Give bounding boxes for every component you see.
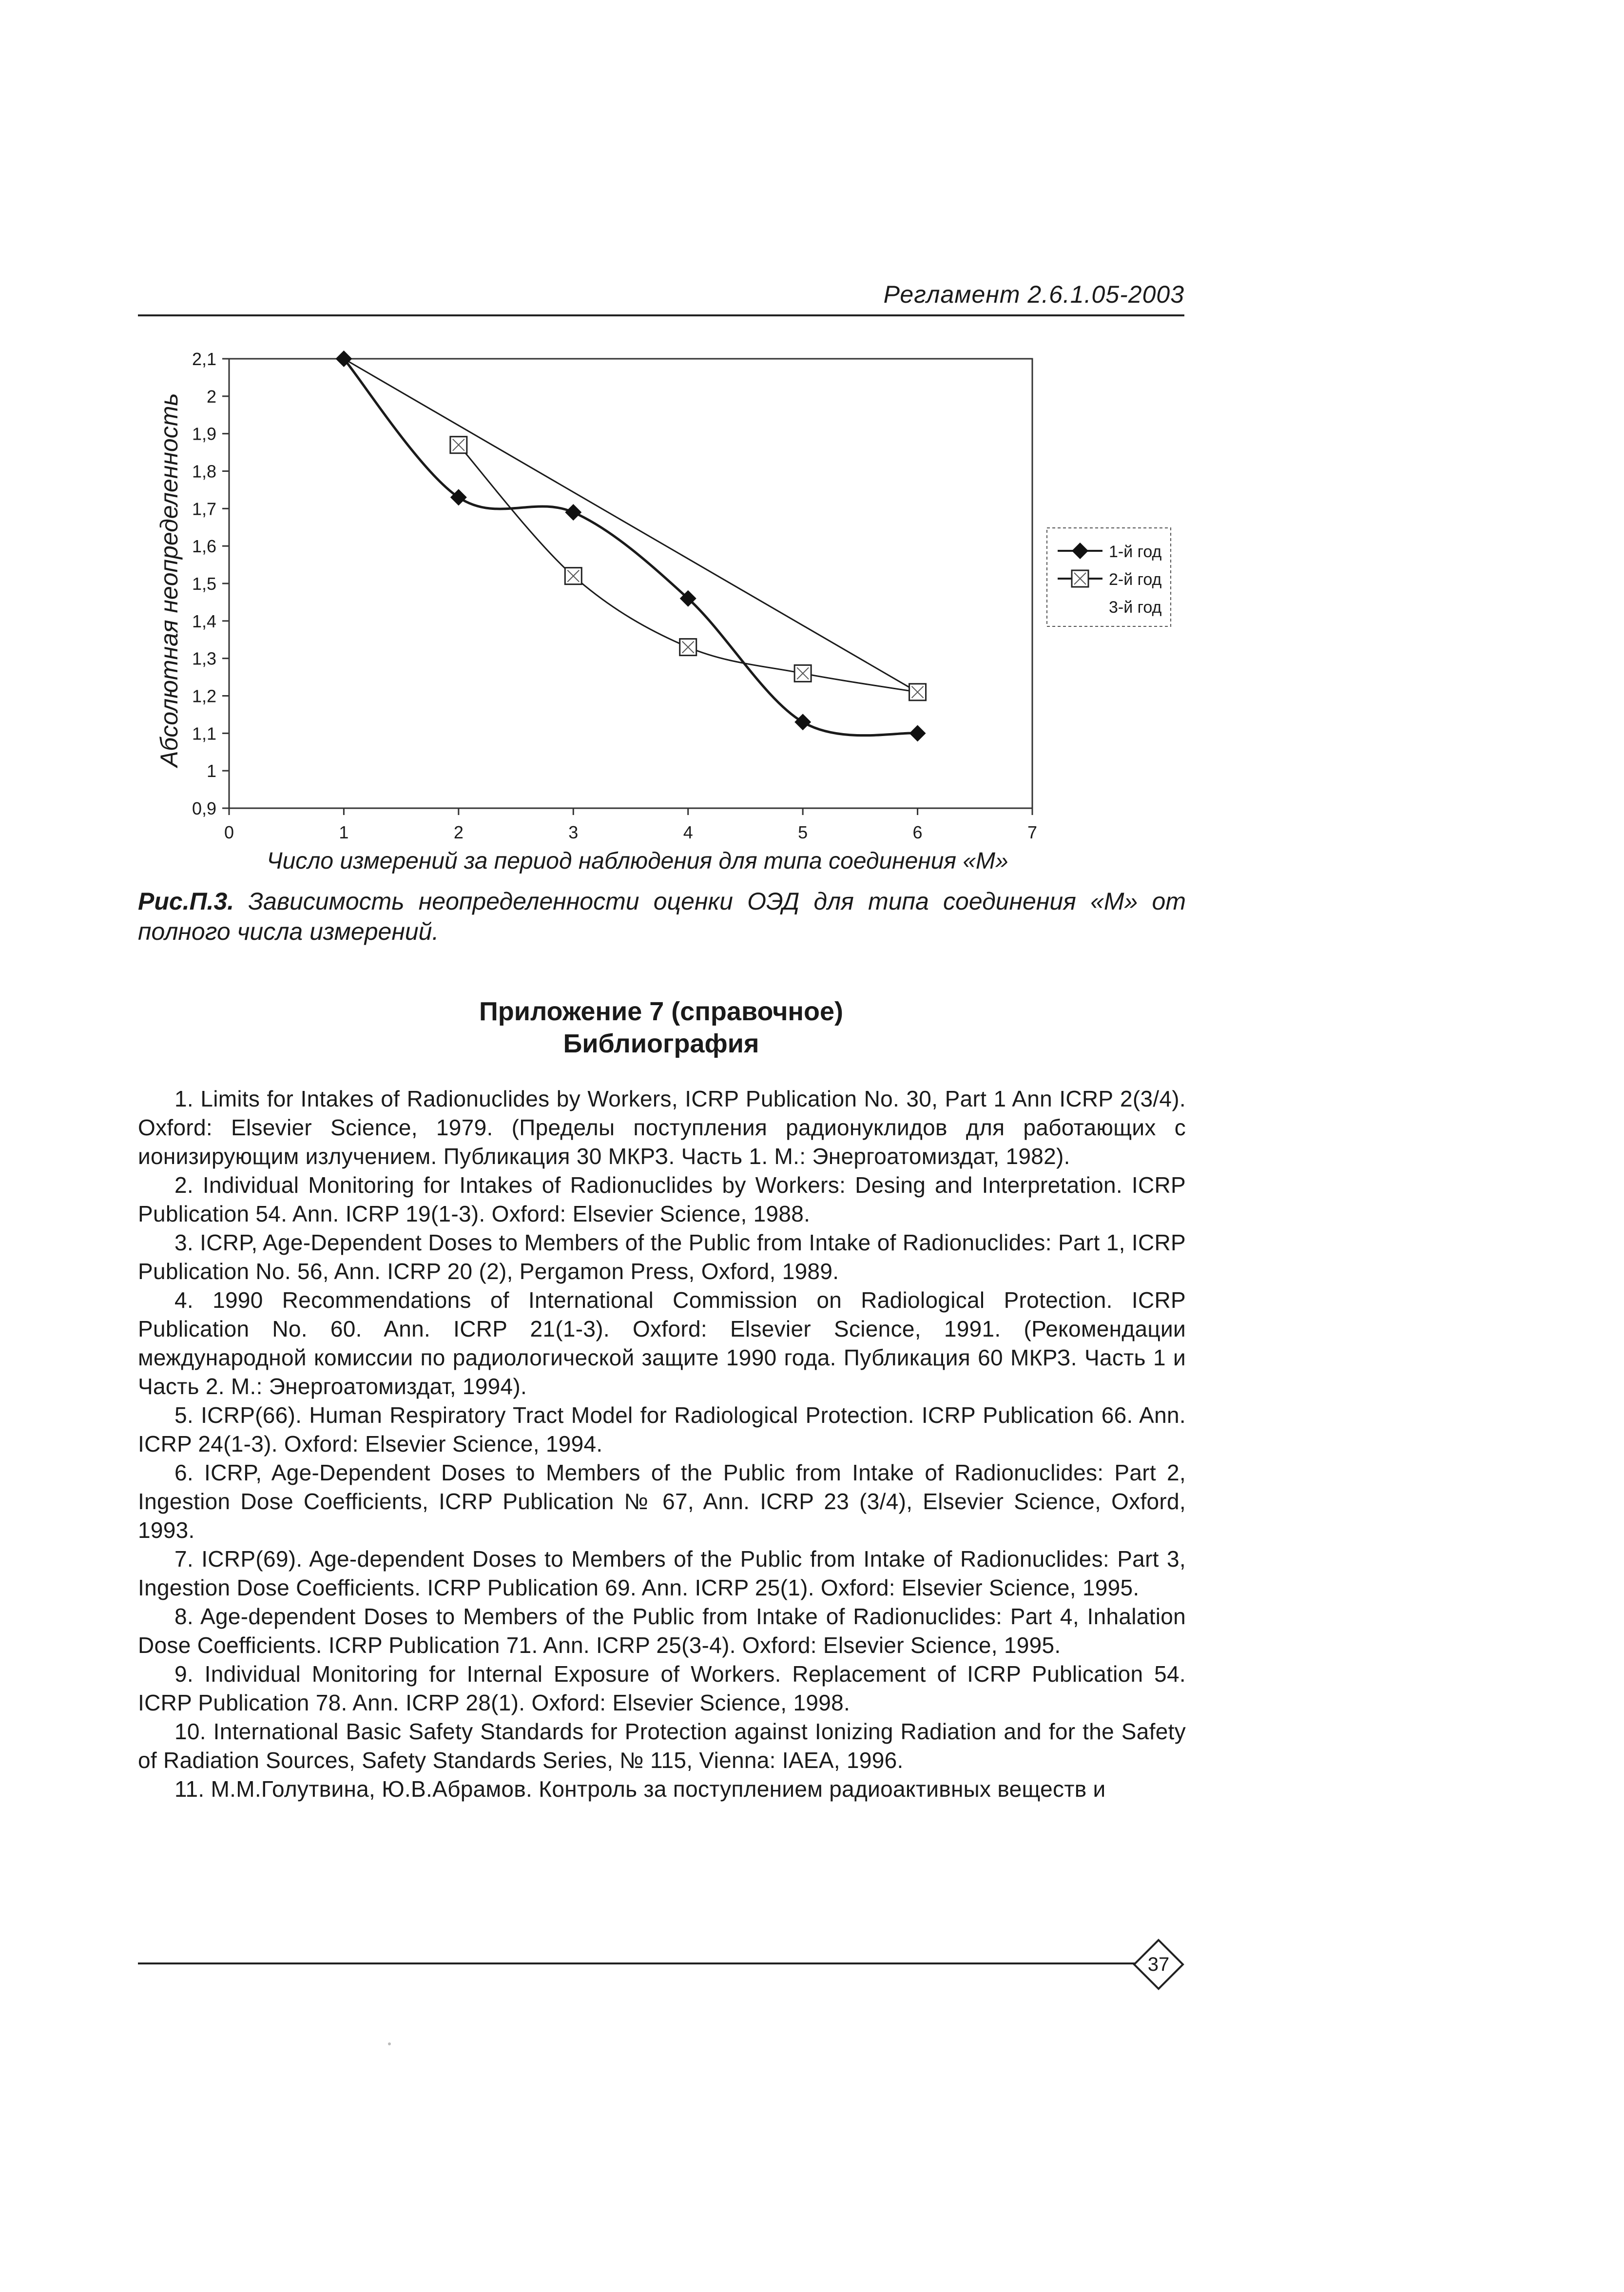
y-axis-label: Абсолютная неопределенность (155, 393, 183, 767)
y-tick-label: 1,7 (192, 499, 216, 519)
y-tick-label: 1,8 (192, 461, 216, 482)
y-tick-label: 1,1 (192, 723, 216, 744)
x-tick-label: 7 (1027, 822, 1038, 842)
bibliography-entry: 3. ICRP, Age-Dependent Doses to Members of the Public from Intake of Radionuclides: Part 1, ICRP Publication No. 56, Ann. ICRP 20 (2), Pergamon Press, Oxford, 1989. (138, 1230, 1186, 1284)
bibliography-list (138, 1085, 1186, 1804)
x-tick-label: 4 (683, 822, 693, 842)
series-2-point (565, 568, 581, 584)
figure-caption (138, 886, 1186, 947)
legend-label-1: 1-й год (1109, 543, 1162, 561)
bibliography-entry: 5. ICRP(66). Human Respiratory Tract Model for Radiological Protection. ICRP Publication 66. Ann. ICRP 24(1-3). Oxford: Elsevier Science, 1994. (138, 1402, 1186, 1457)
bibliography-entry: 1. Limits for Intakes of Radionuclides by Workers, ICRP Publication No. 30, Part 1 Ann ICRP 2(3/4). Oxford: Elsevier Science, 1979. (Пределы поступления радионуклидов для работающих с ионизирующим излучением. Публикация 30 МКРЗ. Часть 1. М.: Энергоатомиздат, 1982). (138, 1086, 1186, 1169)
bibliography-entry: 2. Individual Monitoring for Intakes of Radionuclides by Workers: Desing and Interpretation. ICRP Publication 54. Ann. ICRP 19(1-3). Oxford: Elsevier Science, 1988. (138, 1172, 1186, 1226)
series-2-point (909, 684, 926, 700)
series-1-point (794, 714, 811, 730)
x-axis-label: Число измерений за период наблюдения для типа соединения «М» (267, 848, 1008, 874)
chart-legend (1047, 528, 1171, 626)
series-2-point (794, 665, 811, 681)
x-tick-label: 1 (339, 822, 349, 842)
y-tick-label: 2,1 (192, 349, 216, 369)
x-tick-label: 5 (798, 822, 808, 842)
y-tick-label: 1,9 (192, 424, 216, 444)
legend-marker-2 (1072, 570, 1088, 587)
figure-label: Рис.П.3. (138, 888, 234, 915)
series-2-point (680, 639, 696, 656)
y-tick-label: 2 (206, 386, 216, 407)
series-1-point (565, 504, 581, 521)
figure-caption-text: Зависимость неопределенности оценки ОЭД для типа соединения «М» от полного числа измерений. (138, 888, 1186, 945)
bibliography-entry: 8. Age-dependent Doses to Members of the Public from Intake of Radionuclides: Part 4, Inhalation Dose Coefficients. ICRP Publication 71. Ann. ICRP 25(3-4). Oxford: Elsevier Science, 1995. (138, 1604, 1186, 1658)
page-number: 37 (1147, 1954, 1170, 1975)
bibliography-entry: 6. ICRP, Age-Dependent Doses to Members of the Public from Intake of Radionuclides: Part 2, Ingestion Dose Coefficients, ICRP Publication № 67, Ann. ICRP 23 (3/4), Elsevier Science, Oxford, 1993. (138, 1460, 1186, 1543)
bibliography-entry: 9. Individual Monitoring for Internal Exposure of Workers. Replacement of ICRP Publication 54. ICRP Publication 78. Ann. ICRP 28(1). Oxford: Elsevier Science, 1998. (138, 1661, 1186, 1715)
appendix-heading (138, 995, 1184, 1060)
bibliography-entry: 11. М.М.Голутвина, Ю.В.Абрамов. Контроль за поступлением радиоактивных веществ и (174, 1776, 1106, 1802)
series-line-3 (344, 359, 917, 692)
appendix-subtitle: Библиография (563, 1029, 759, 1058)
y-tick-label: 1,2 (192, 686, 216, 706)
legend-label-2: 2-й год (1109, 570, 1162, 589)
x-tick-label: 2 (453, 822, 464, 842)
y-tick-label: 1,3 (192, 648, 216, 669)
y-tick-label: 1,6 (192, 536, 216, 557)
x-tick-label: 0 (224, 822, 234, 842)
bibliography-entry: 4. 1990 Recommendations of International Commission on Radiological Protection. ICRP Publication No. 60. Ann. ICRP 21(1-3). Oxford: Elsevier Science, 1991. (Рекомендации международной комиссии по радиологической защите 1990 года. Публикация 60 МКРЗ. Часть 1 и Часть 2. М.: Энергоатомиздат, 1994). (138, 1287, 1186, 1399)
footer-rule (138, 1962, 1137, 1964)
bibliography-entry: 7. ICRP(69). Age-dependent Doses to Members of the Public from Intake of Radionuclides: Part 3, Ingestion Dose Coefficients. ICRP Publication 69. Ann. ICRP 25(1). Oxford: Elsevier Science, 1995. (138, 1546, 1186, 1600)
plot-area-frame (229, 359, 1032, 808)
y-tick-label: 1,4 (192, 611, 216, 631)
uncertainty-chart (0, 0, 1624, 902)
bibliography-entry: 10. International Basic Safety Standards for Protection against Ionizing Radiation and for the Safety of Radiation Sources, Safety Standards Series, № 115, Vienna: IAEA, 1996. (138, 1719, 1186, 1773)
appendix-title: Приложение 7 (справочное) (479, 997, 844, 1026)
scan-speck (388, 2042, 391, 2045)
x-tick-label: 3 (568, 822, 579, 842)
series-1-point (909, 725, 926, 741)
y-tick-label: 1 (206, 761, 216, 781)
y-tick-label: 1,5 (192, 574, 216, 594)
series-2-point (450, 437, 467, 453)
running-header: Регламент 2.6.1.05-2003 (883, 281, 1184, 308)
legend-label-3: 3-й год (1109, 598, 1162, 617)
y-tick-label: 0,9 (192, 798, 216, 818)
x-tick-label: 6 (912, 822, 923, 842)
